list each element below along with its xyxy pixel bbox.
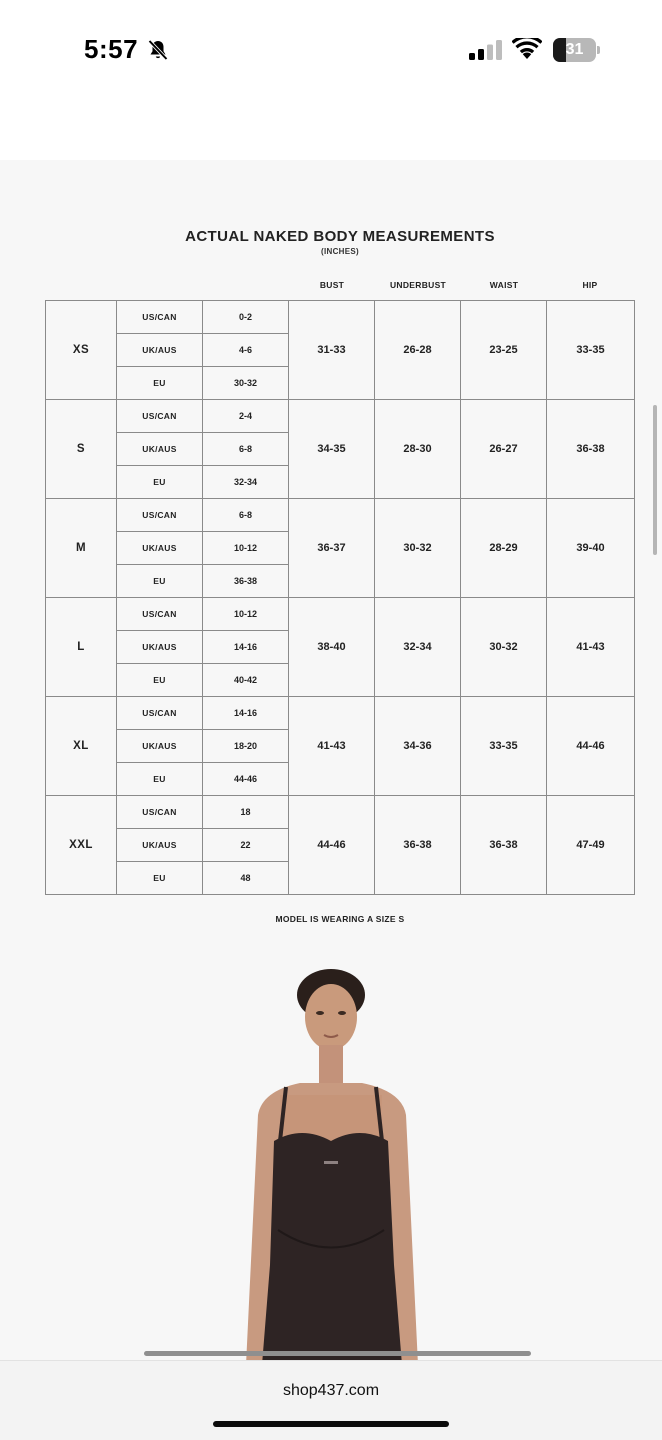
chart-title: ACTUAL NAKED BODY MEASUREMENTS bbox=[185, 228, 495, 245]
region-label: UK/AUS bbox=[117, 730, 203, 763]
waist-measurement: 30-32 bbox=[461, 598, 547, 697]
size-conversion-value: 10-12 bbox=[203, 532, 289, 565]
hip-measurement: 44-46 bbox=[547, 697, 635, 796]
bust-measurement: 41-43 bbox=[289, 697, 375, 796]
region-label: US/CAN bbox=[117, 796, 203, 829]
region-label: EU bbox=[117, 664, 203, 697]
size-conversion-value: 0-2 bbox=[203, 301, 289, 334]
cellular-signal-icon bbox=[469, 40, 503, 60]
vertical-scrollbar[interactable] bbox=[653, 405, 657, 555]
size-label: L bbox=[46, 598, 117, 697]
size-label: M bbox=[46, 499, 117, 598]
size-conversion-value: 36-38 bbox=[203, 565, 289, 598]
underbust-measurement: 34-36 bbox=[375, 697, 461, 796]
home-indicator[interactable] bbox=[213, 1421, 449, 1427]
table-row bbox=[46, 499, 635, 532]
underbust-measurement: 26-28 bbox=[375, 301, 461, 400]
size-conversion-value: 44-46 bbox=[203, 763, 289, 796]
waist-measurement: 28-29 bbox=[461, 499, 547, 598]
underbust-measurement: 36-38 bbox=[375, 796, 461, 895]
region-label: EU bbox=[117, 367, 203, 400]
status-time: 5:57 bbox=[84, 34, 139, 64]
region-label: US/CAN bbox=[117, 598, 203, 631]
region-label: EU bbox=[117, 763, 203, 796]
table-row bbox=[46, 400, 635, 433]
size-conversion-value: 40-42 bbox=[203, 664, 289, 697]
waist-measurement: 26-27 bbox=[461, 400, 547, 499]
chart-subtitle: (INCHES) bbox=[321, 247, 359, 256]
url-text[interactable]: shop437.com bbox=[282, 1382, 380, 1399]
column-header-waist: WAIST bbox=[489, 280, 519, 290]
region-label: US/CAN bbox=[117, 499, 203, 532]
model-photo bbox=[218, 965, 448, 1360]
status-bar bbox=[0, 0, 662, 100]
size-conversion-value: 14-16 bbox=[203, 631, 289, 664]
column-header-bust: BUST bbox=[319, 280, 345, 290]
size-conversion-value: 48 bbox=[203, 862, 289, 895]
size-conversion-value: 18 bbox=[203, 796, 289, 829]
waist-measurement: 23-25 bbox=[461, 301, 547, 400]
bust-measurement: 36-37 bbox=[289, 499, 375, 598]
table-row bbox=[46, 598, 635, 631]
region-label: UK/AUS bbox=[117, 532, 203, 565]
hip-measurement: 47-49 bbox=[547, 796, 635, 895]
size-guide-page[interactable] bbox=[0, 160, 662, 1360]
column-header-underbust: UNDERBUST bbox=[389, 280, 447, 290]
waist-measurement: 36-38 bbox=[461, 796, 547, 895]
region-label: UK/AUS bbox=[117, 334, 203, 367]
bust-measurement: 34-35 bbox=[289, 400, 375, 499]
bust-measurement: 31-33 bbox=[289, 301, 375, 400]
bell-slash-icon bbox=[146, 38, 170, 62]
size-label: XS bbox=[46, 301, 117, 400]
battery-icon bbox=[553, 38, 601, 62]
waist-measurement: 33-35 bbox=[461, 697, 547, 796]
size-conversion-value: 18-20 bbox=[203, 730, 289, 763]
size-conversion-value: 30-32 bbox=[203, 367, 289, 400]
size-label: S bbox=[46, 400, 117, 499]
battery-level: 31 bbox=[565, 41, 584, 58]
wifi-icon bbox=[512, 38, 542, 60]
underbust-measurement: 32-34 bbox=[375, 598, 461, 697]
region-label: EU bbox=[117, 565, 203, 598]
size-conversion-value: 32-34 bbox=[203, 466, 289, 499]
hip-measurement: 41-43 bbox=[547, 598, 635, 697]
size-conversion-value: 6-8 bbox=[203, 499, 289, 532]
bust-measurement: 38-40 bbox=[289, 598, 375, 697]
hip-measurement: 33-35 bbox=[547, 301, 635, 400]
column-headers bbox=[289, 280, 633, 296]
region-label: EU bbox=[117, 862, 203, 895]
size-conversion-value: 4-6 bbox=[203, 334, 289, 367]
region-label: EU bbox=[117, 466, 203, 499]
region-label: US/CAN bbox=[117, 400, 203, 433]
underbust-measurement: 28-30 bbox=[375, 400, 461, 499]
column-header-hip: HIP bbox=[582, 280, 598, 290]
table-row bbox=[46, 697, 635, 730]
size-label: XL bbox=[46, 697, 117, 796]
model-size-note: MODEL IS WEARING A SIZE S bbox=[275, 914, 405, 924]
hip-measurement: 39-40 bbox=[547, 499, 635, 598]
size-conversion-value: 2-4 bbox=[203, 400, 289, 433]
table-row bbox=[46, 301, 635, 334]
region-label: UK/AUS bbox=[117, 631, 203, 664]
region-label: US/CAN bbox=[117, 301, 203, 334]
size-conversion-value: 10-12 bbox=[203, 598, 289, 631]
browser-address-bar[interactable] bbox=[0, 1360, 662, 1440]
bust-measurement: 44-46 bbox=[289, 796, 375, 895]
size-chart-table bbox=[45, 300, 635, 895]
size-conversion-value: 6-8 bbox=[203, 433, 289, 466]
region-label: US/CAN bbox=[117, 697, 203, 730]
hip-measurement: 36-38 bbox=[547, 400, 635, 499]
size-conversion-value: 14-16 bbox=[203, 697, 289, 730]
region-label: UK/AUS bbox=[117, 433, 203, 466]
horizontal-scrollbar[interactable] bbox=[144, 1351, 531, 1356]
size-label: XXL bbox=[46, 796, 117, 895]
underbust-measurement: 30-32 bbox=[375, 499, 461, 598]
region-label: UK/AUS bbox=[117, 829, 203, 862]
table-row bbox=[46, 796, 635, 829]
size-conversion-value: 22 bbox=[203, 829, 289, 862]
